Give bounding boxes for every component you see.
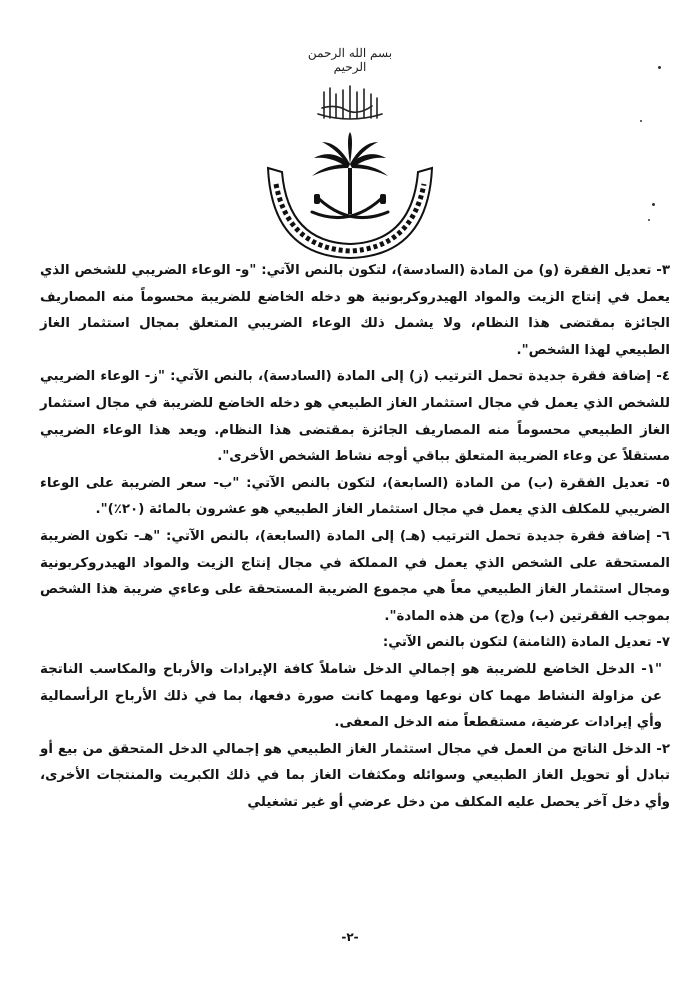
document-body — [40, 258, 670, 816]
clause-7-item-2: ٢- الدخل الناتج من العمل في مجال استثمار الغاز الطبيعي هو إجمالي الدخل المتحقق من بيع أو تبادل أو تحويل الغاز الطبيعي وسوائله ومكثفات الغاز بما في ذلك الكبريت والمنتجات الأخرى، وأي دخل آخر يحصل عليه المكلف من دخل عرضي أو غير تشغيلي — [40, 741, 670, 810]
shahada-calligraphy-icon — [310, 84, 390, 124]
letterhead — [0, 0, 700, 262]
clause-4: ٤- إضافة فقرة جديدة تحمل الترتيب (ز) إلى المادة (السادسة)، بالنص الآتي: "ز- الوعاء الضريبي للشخص الذي يعمل في مجال استثمار الغاز الطبيعي هو دخله الخاضع للضريبة في مجال استثمار الغاز الطبيعي محسوماً منه المصاريف الجائزة بمقتضى هذا النظام. ويعد هذا الوعاء الضريبي مستقلاً عن وعاء الضريبة المتعلق بباقي أوجه نشاط الشخص الأخرى". — [40, 369, 670, 465]
basmala-text: بسم الله الرحمن الرحيم — [307, 46, 393, 74]
clause-5: ٥- تعديل الفقرة (ب) من المادة (السابعة)، لتكون بالنص الآتي: "ب- سعر الضريبة على الوعاء الضريبي للمكلف الذي يعمل في مجال استثمار الغاز الطبيعي هو عشرون بالمائة (٢٠٪)". — [40, 475, 670, 518]
saudi-emblem-icon — [262, 128, 438, 262]
clause-3: ٣- تعديل الفقرة (و) من المادة (السادسة)، لتكون بالنص الآتي: "و- الوعاء الضريبي للشخص الذي يعمل في إنتاج الزيت والمواد الهيدروكربونية هو دخله الخاضع للضريبة محسوماً منه المصاريف الجائزة بمقتضى هذا النظام، ولا يشمل ذلك الوعاء الضريبي المتعلق بمجال استثمار الغاز الطبيعي لهذا الشخص". — [40, 263, 670, 358]
emblem-arc-text: المملكة العربية السعودية — [344, 254, 356, 255]
page-number: -٢- — [341, 930, 359, 944]
scan-speck — [648, 219, 650, 221]
clause-7-item-1: "١- الدخل الخاضع للضريبة هو إجمالي الدخل شاملاً كافة الإيرادات والأرباح والمكاسب الناتجة عن مزاولة النشاط مهما كان نوعها ومهما كانت صورة دفعها، بما في ذلك الأرباح الرأسمالية وأي إيرادات عرضية، مستقطعاً منه الدخل المعفى. — [40, 661, 662, 731]
clause-7: ٧- تعديل المادة (الثامنة) لتكون بالنص الآتي: — [382, 635, 670, 651]
scan-speck — [658, 66, 661, 69]
scan-speck — [640, 120, 642, 122]
scan-speck — [652, 203, 655, 206]
clause-6: ٦- إضافة فقرة جديدة تحمل الترتيب (هـ) إلى المادة (السابعة)، بالنص الآتي: "هـ- تكون الضريبة المستحقة على الشخص الذي يعمل في المملكة في مجال إنتاج الزيت والمواد الهيدروكربونية ومجال استثمار الغاز الطبيعي معاً هي مجموع الضريبة المستحقة على وعاءي ضريبة هذا الشخص بموجب الفقرتين (ب) و(ج) من هذه المادة". — [40, 528, 670, 624]
